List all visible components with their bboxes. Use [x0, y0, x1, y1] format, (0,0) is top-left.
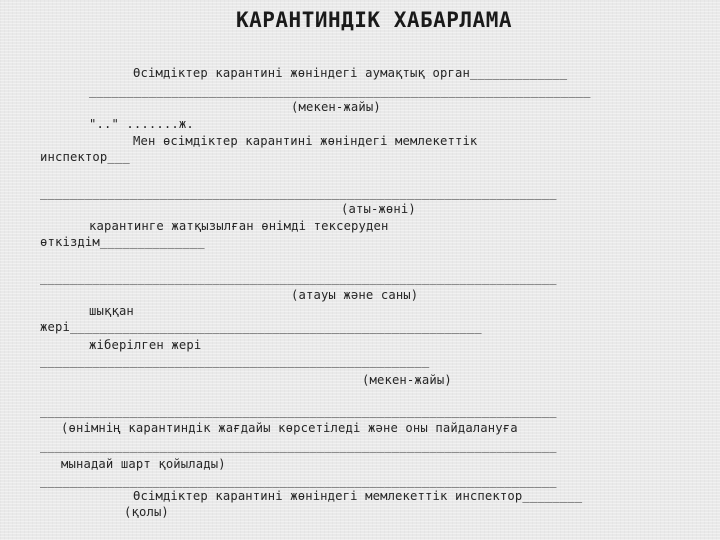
condition-caption-end: мынадай шарт қойылады) [61, 457, 226, 471]
origin-label: шыққан [89, 304, 134, 318]
date-line: ".." .......ж. [89, 117, 194, 131]
blank-line: ___________________________________________________________________ [89, 84, 591, 98]
blank-line: _____________________________________________________________________ [40, 186, 557, 200]
inspector-line: инспектор___ [40, 150, 130, 164]
inspector-intro-line: Мен өсімдіктер карантині жөніндегі мемлекеттік [133, 134, 478, 148]
blank-line: _____________________________________________________________________ [40, 271, 557, 285]
name-caption: (аты-жөні) [341, 202, 416, 216]
address-caption: (мекен-жайы) [291, 100, 381, 114]
blank-line: _____________________________________________________________________ [40, 404, 557, 418]
signature-inspector-line: Өсімдіктер карантині жөніндегі мемлекеттік инспектор________ [133, 489, 583, 503]
address-caption: (мекен-жайы) [362, 373, 452, 387]
signature-caption: (қолы) [124, 505, 169, 519]
blank-line: _____________________________________________________________________ [40, 439, 557, 453]
inspection-line: карантинге жатқызылған өнімді тексеруден [89, 219, 389, 233]
document-title: КАРАНТИНДІК ХАБАРЛАМА [235, 8, 512, 32]
origin-line: жері_______________________________________________________ [40, 320, 482, 334]
destination-line: ____________________________________________________ [40, 354, 430, 368]
destination-label: жіберілген жері [89, 338, 202, 352]
territorial-body-line: Өсімдіктер карантині жөніндегі аумақтық орган_____________ [133, 66, 568, 80]
inspected-line: өткіздім______________ [40, 235, 205, 249]
blank-line: _____________________________________________________________________ [40, 474, 557, 488]
product-caption: (атауы және саны) [291, 288, 419, 302]
condition-caption: (өнімнің карантиндік жағдайы көрсетіледі және оны пайдалануға [61, 421, 518, 435]
